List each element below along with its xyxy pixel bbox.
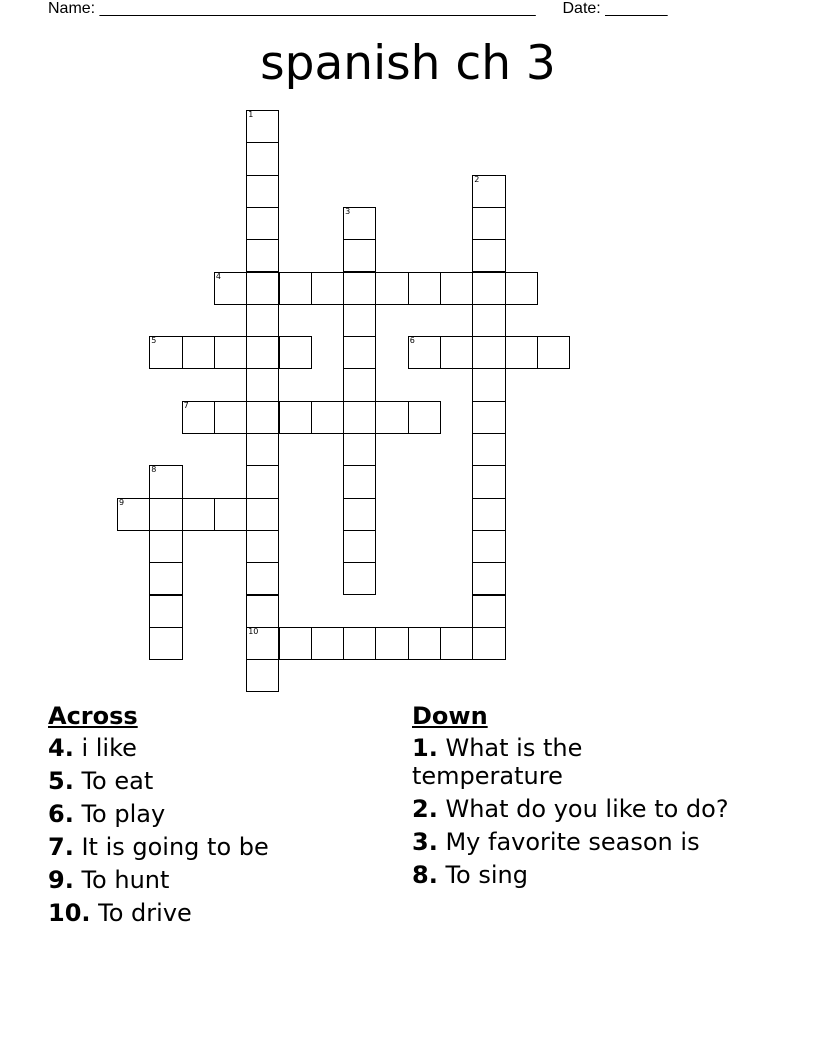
clue-number: 2. xyxy=(412,795,438,823)
crossword-cell[interactable] xyxy=(472,498,505,531)
down-heading: Down xyxy=(412,702,488,730)
crossword-cell[interactable] xyxy=(440,627,473,660)
cell-number: 6 xyxy=(409,336,415,346)
crossword-cell[interactable] xyxy=(311,627,344,660)
crossword-cell[interactable] xyxy=(149,336,182,369)
across-heading: Across xyxy=(48,702,138,730)
clue-text: To hunt xyxy=(81,866,170,894)
crossword-cell[interactable] xyxy=(246,498,279,531)
crossword-cell[interactable] xyxy=(311,272,344,305)
crossword-cell[interactable] xyxy=(246,530,279,563)
crossword-cell[interactable] xyxy=(311,401,344,434)
crossword-cell[interactable] xyxy=(343,207,376,240)
clue-number: 1. xyxy=(412,734,438,762)
crossword-cell[interactable] xyxy=(375,401,408,434)
crossword-cell[interactable] xyxy=(472,627,505,660)
crossword-cell[interactable] xyxy=(279,272,312,305)
crossword-cell[interactable] xyxy=(149,498,182,531)
crossword-cell[interactable] xyxy=(246,110,279,143)
clue-text: What is the temperature xyxy=(412,734,583,790)
crossword-cell[interactable] xyxy=(214,498,247,531)
down-clues xyxy=(412,702,732,894)
crossword-cell[interactable] xyxy=(343,239,376,272)
crossword-cell[interactable] xyxy=(246,142,279,175)
crossword-cell[interactable] xyxy=(440,336,473,369)
crossword-cell[interactable] xyxy=(117,498,150,531)
clue-number: 6. xyxy=(48,800,74,828)
clue-text: To eat xyxy=(81,767,154,795)
down-clue xyxy=(412,828,732,856)
cell-number: 9 xyxy=(119,497,125,507)
crossword-cell[interactable] xyxy=(149,465,182,498)
cell-number: 8 xyxy=(151,465,157,475)
crossword-cell[interactable] xyxy=(408,336,441,369)
crossword-cell[interactable] xyxy=(472,272,505,305)
down-clue xyxy=(412,734,732,790)
clue-number: 4. xyxy=(48,734,74,762)
crossword-cell[interactable] xyxy=(343,433,376,466)
cell-number: 3 xyxy=(345,206,351,216)
crossword-cell[interactable] xyxy=(182,336,215,369)
crossword-cell[interactable] xyxy=(343,336,376,369)
clue-text: i like xyxy=(81,734,137,762)
crossword-cell[interactable] xyxy=(343,304,376,337)
across-clue xyxy=(48,833,378,861)
crossword-cell[interactable] xyxy=(408,272,441,305)
crossword-cell[interactable] xyxy=(343,627,376,660)
crossword-cell[interactable] xyxy=(246,465,279,498)
clue-text: It is going to be xyxy=(81,833,269,861)
crossword-cell[interactable] xyxy=(246,239,279,272)
crossword-cell[interactable] xyxy=(472,207,505,240)
down-clue xyxy=(412,861,732,889)
across-clues xyxy=(48,702,378,932)
crossword-cell[interactable] xyxy=(246,336,279,369)
crossword-cell[interactable] xyxy=(246,595,279,628)
crossword-cell[interactable] xyxy=(246,368,279,401)
clue-number: 10. xyxy=(48,899,91,927)
crossword-cell[interactable] xyxy=(472,336,505,369)
crossword-cell[interactable] xyxy=(472,530,505,563)
cell-number: 5 xyxy=(151,336,157,346)
crossword-cell[interactable] xyxy=(505,336,538,369)
crossword-cell[interactable] xyxy=(149,530,182,563)
crossword-cell[interactable] xyxy=(214,272,247,305)
crossword-cell[interactable] xyxy=(246,272,279,305)
across-clue xyxy=(48,767,378,795)
crossword-cell[interactable] xyxy=(472,304,505,337)
puzzle-title: spanish ch 3 xyxy=(260,36,556,91)
crossword-cell[interactable] xyxy=(246,562,279,595)
crossword-cell[interactable] xyxy=(279,401,312,434)
crossword-cell[interactable] xyxy=(246,433,279,466)
clue-text: What do you like to do? xyxy=(445,795,729,823)
crossword-cell[interactable] xyxy=(149,595,182,628)
across-clue xyxy=(48,734,378,762)
crossword-cell[interactable] xyxy=(440,272,473,305)
crossword-cell[interactable] xyxy=(472,465,505,498)
clue-number: 5. xyxy=(48,767,74,795)
clue-number: 8. xyxy=(412,861,438,889)
crossword-cell[interactable] xyxy=(343,562,376,595)
crossword-cell[interactable] xyxy=(343,465,376,498)
crossword-cell[interactable] xyxy=(149,562,182,595)
crossword-cell[interactable] xyxy=(246,627,279,660)
crossword-cell[interactable] xyxy=(279,336,312,369)
cell-number: 2 xyxy=(474,174,480,184)
crossword-cell[interactable] xyxy=(408,401,441,434)
crossword-cell[interactable] xyxy=(472,562,505,595)
clue-text: To play xyxy=(81,800,166,828)
crossword-cell[interactable] xyxy=(505,272,538,305)
crossword-cell[interactable] xyxy=(149,627,182,660)
crossword-cell[interactable] xyxy=(182,498,215,531)
down-clue xyxy=(412,795,732,823)
crossword-cell[interactable] xyxy=(246,304,279,337)
crossword-cell[interactable] xyxy=(472,433,505,466)
crossword-cell[interactable] xyxy=(375,272,408,305)
crossword-cell[interactable] xyxy=(343,498,376,531)
name-field-label: Name: _________________________________________________ xyxy=(48,0,536,17)
crossword-cell[interactable] xyxy=(343,272,376,305)
crossword-cell[interactable] xyxy=(246,401,279,434)
clue-text: To sing xyxy=(445,861,528,889)
clue-text: To drive xyxy=(98,899,192,927)
crossword-cell[interactable] xyxy=(246,207,279,240)
across-clue xyxy=(48,866,378,894)
across-clue xyxy=(48,800,378,828)
clue-number: 3. xyxy=(412,828,438,856)
crossword-cell[interactable] xyxy=(472,401,505,434)
crossword-cell[interactable] xyxy=(472,175,505,208)
crossword-cell[interactable] xyxy=(246,659,279,692)
clue-number: 7. xyxy=(48,833,74,861)
cell-number: 4 xyxy=(215,271,221,281)
clue-text: My favorite season is xyxy=(445,828,700,856)
cell-number: 10 xyxy=(248,626,259,636)
crossword-cell[interactable] xyxy=(537,336,570,369)
crossword-cell[interactable] xyxy=(343,368,376,401)
crossword-cell[interactable] xyxy=(343,530,376,563)
crossword-cell[interactable] xyxy=(343,401,376,434)
crossword-cell[interactable] xyxy=(408,627,441,660)
crossword-cell[interactable] xyxy=(246,175,279,208)
crossword-cell[interactable] xyxy=(182,401,215,434)
cell-number: 1 xyxy=(248,110,254,119)
cell-number: 7 xyxy=(183,400,189,410)
crossword-cell[interactable] xyxy=(472,239,505,272)
crossword-cell[interactable] xyxy=(472,595,505,628)
date-field-label: Date: _______ xyxy=(562,0,668,17)
crossword-cell[interactable] xyxy=(472,368,505,401)
clue-number: 9. xyxy=(48,866,74,894)
crossword-cell[interactable] xyxy=(375,627,408,660)
across-clue xyxy=(48,899,378,927)
crossword-cell[interactable] xyxy=(214,401,247,434)
crossword-cell[interactable] xyxy=(214,336,247,369)
crossword-cell[interactable] xyxy=(279,627,312,660)
